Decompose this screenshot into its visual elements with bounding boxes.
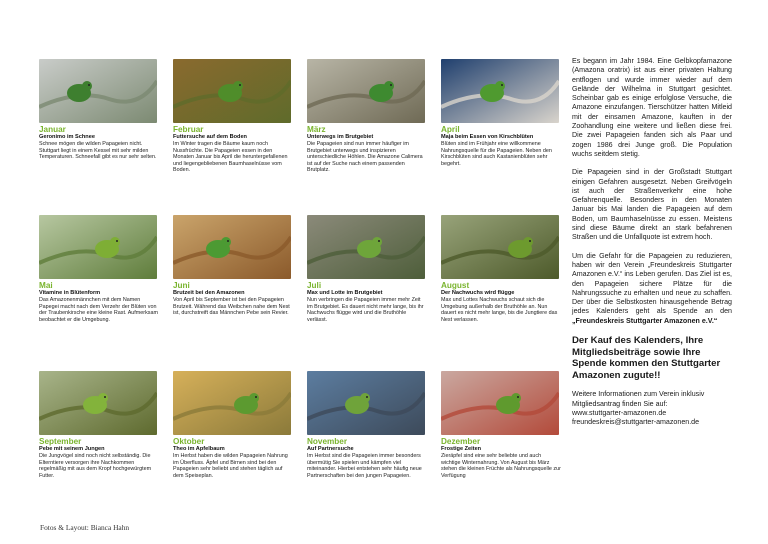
photo-description: Das Amazonenmännchen mit dem Namen Papegei macht nach dem Verzehr der Blüten von der Traubenkirsche eine kleine Rast. Aufmerksam beobachtet er die Umgebung. <box>39 297 158 323</box>
email-link[interactable]: freundeskreis@stuttgarter-amazonen.de <box>572 418 700 427</box>
dangers-paragraph: Die Papageien sind in der Großstadt Stuttgart einigen Gefahren ausgesetzt. Neben Greifvögeln ist auch der Straßenverkehr eine hohe Gefahrenquelle. Besonders in den Monaten Januar bis Mai landen die Papageien auf dem Boden, um Baumhaselnüsse zu essen. Meistens sind diese Bäume direkt an stark befahrenen Straßen und die Unfallquote ist extrem hoch. <box>572 168 732 242</box>
parrot-photo <box>39 59 157 123</box>
month-card <box>39 371 159 479</box>
month-name: August <box>441 281 470 290</box>
photo-title: Geronimo im Schnee <box>39 134 95 140</box>
association-text: Um die Gefahr für die Papageien zu reduzieren, haben wir den Verein „Freundeskreis Stuttgarter Amazonen e.V.“ ins Leben gerufen. Das Ziel ist es, den Papageien sichere Plätze für die Nahrungssuche zu erhalten und neue zu schaffen. Der über die Selbstkosten hinausgehende Betrag jedes Kalenders geht als Spende an den <box>572 251 732 316</box>
parrot-photo <box>39 371 157 435</box>
month-name: Januar <box>39 125 66 134</box>
info-text: Weitere Informationen zum Verein inklusiv Mitgliedsantrag finden Sie auf: <box>572 390 705 408</box>
month-card <box>441 59 561 167</box>
month-card <box>39 215 159 323</box>
photo-description: Nun verbringen die Papageien immer mehr Zeit im Brutgebiet. Es dauert nicht mehr lange, bis ihr Nachwuchs flügge wird und die Bruthöhle verlässt. <box>307 297 424 323</box>
parrot-photo <box>173 371 291 435</box>
photo-description: Blüten sind im Frühjahr eine willkommene Nahrungsquelle für die Papageien. Neben den Kirschblüten sind auch Kastanienblüten sehr begehrt. <box>441 141 552 167</box>
photo-title: Max und Lotte im Brutgebiet <box>307 290 383 296</box>
parrot-photo <box>307 59 425 123</box>
parrot-photo <box>173 59 291 123</box>
parrot-photo <box>441 59 559 123</box>
month-name: September <box>39 437 82 446</box>
parrot-photo <box>39 215 157 279</box>
photo-description: Im Winter tragen die Bäume kaum noch Nussfrüchte. Die Papageien essen in den Monaten Januar bis April die heruntergefallenen und liegengebliebenen Baumhaselnüsse vom Boden. <box>173 141 288 174</box>
photo-title: Auf Partnersuche <box>307 446 354 452</box>
photo-description: Die Papageien sind nun immer häufiger im Brutgebiet unterwegs und inspizieren unterschiedliche Höhlen. Die Amazone Calimera ist auf der Suche nach einem passenden Brutplatz. <box>307 141 423 174</box>
month-card <box>173 371 293 479</box>
month-card <box>39 59 159 161</box>
parrot-photo <box>307 215 425 279</box>
parrot-photo <box>173 215 291 279</box>
website-link[interactable]: www.stuttgarter-amazonen.de <box>572 408 667 417</box>
photo-title: Brutzeit bei den Amazonen <box>173 290 245 296</box>
association-paragraph <box>572 252 732 326</box>
photo-description: Die Jungvögel sind noch nicht selbständig. Die Elterntiere versorgen ihre Nachkommen regelmäßig mit aus dem Kropf hochgewürgtem Futter. <box>39 453 152 479</box>
photo-description: Im Herbst sind die Papageien immer besonders übermütig Sie spielen und kämpfen viel miteinander. Hierbei entstehen sehr häufig neue Partnerschaften bei den jungen Papageien. <box>307 453 422 479</box>
parrot-photo <box>307 371 425 435</box>
month-name: Dezember <box>441 437 481 446</box>
photo-title: Maja beim Essen von Kirschblüten <box>441 134 534 140</box>
parrot-photo <box>441 215 559 279</box>
month-name: April <box>441 125 460 134</box>
info-block <box>572 390 732 427</box>
month-card <box>173 215 293 317</box>
photo-title: Futtersuche auf dem Boden <box>173 134 247 140</box>
month-name: Juli <box>307 281 322 290</box>
callout-text: Der Kauf des Kalenders, Ihre Mitgliedsbeiträge sowie Ihre Spende kommen den Stuttgarter Amazonen zugute!! <box>572 335 721 381</box>
month-name: Oktober <box>173 437 205 446</box>
photo-description: Im Herbst haben die wilden Papageien Nahrung im Überfluss. Äpfel und Birnen sind bei den Papageien sehr beliebt und stehen täglich auf dem Speiseplan. <box>173 453 288 479</box>
right-text-column <box>572 57 732 437</box>
month-card <box>173 59 293 174</box>
photo-description: Max und Lottes Nachwuchs schaut sich die Umgebung außerhalb der Bruthöhle an. Nun dauert es nicht mehr lange, bis die Jungtiere das Nest verlassen. <box>441 297 558 323</box>
month-name: März <box>307 125 326 134</box>
photo-credit: Fotos & Layout: Bianca Hahn <box>40 523 130 532</box>
association-name: „Freundeskreis Stuttgarter Amazonen e.V.“ <box>572 316 718 325</box>
photo-title: Theo im Apfelbaum <box>173 446 225 452</box>
month-card <box>307 371 427 479</box>
month-card <box>441 215 561 323</box>
photo-title: Frostige Zeiten <box>441 446 482 452</box>
parrot-photo <box>441 371 559 435</box>
month-name: Februar <box>173 125 204 134</box>
photo-title: Vitamine in Blütenform <box>39 290 101 296</box>
month-card <box>307 215 427 323</box>
photo-title: Unterwegs im Brutgebiet <box>307 134 374 140</box>
photo-title: Der Nachwuchs wird flügge <box>441 290 515 296</box>
month-name: November <box>307 437 348 446</box>
photo-description: Von April bis September ist bei den Papageien Brutzeit. Während das Weibchen nahe dem Nest ist, durchstreift das Männchen Pebe sein Revier. <box>173 297 290 317</box>
month-card <box>441 371 561 479</box>
photo-title: Pebe mit seinem Jungen <box>39 446 105 452</box>
photo-description: Zieräpfel sind eine sehr beliebte und auch wichtige Winternahrung. Von August bis März stehen die kleinen Früchte als Nahrungsquelle zur Verfügung <box>441 453 561 479</box>
month-name: Mai <box>39 281 53 290</box>
photo-description: Schnee mögen die wilden Papageien nicht. Stuttgart liegt in einem Kessel mit sehr milden Temperaturen. Schneefall gibt es nur sehr selten. <box>39 141 157 161</box>
month-card <box>307 59 427 174</box>
month-name: Juni <box>173 281 190 290</box>
intro-paragraph: Es begann im Jahr 1984. Eine Gelbkopfamazone (Amazona oratrix) ist aus einer privaten Haltung entflogen und wurde immer wieder auf dem Gelände der Wilhelma in Stuttgart gesichtet. Scheinbar gab es einige erfolglose Versuche, die Amazone einzufangen. Tierschützer hatten Mitleid mit der einsamen Amazone, kauften in der Zoohandlung eine weitere und ließen diese frei. Die zwei Papageien fanden sich als Paar und zogen 1986 drei Junge groß. Die Population wuchs seitdem stetig. <box>572 57 732 158</box>
